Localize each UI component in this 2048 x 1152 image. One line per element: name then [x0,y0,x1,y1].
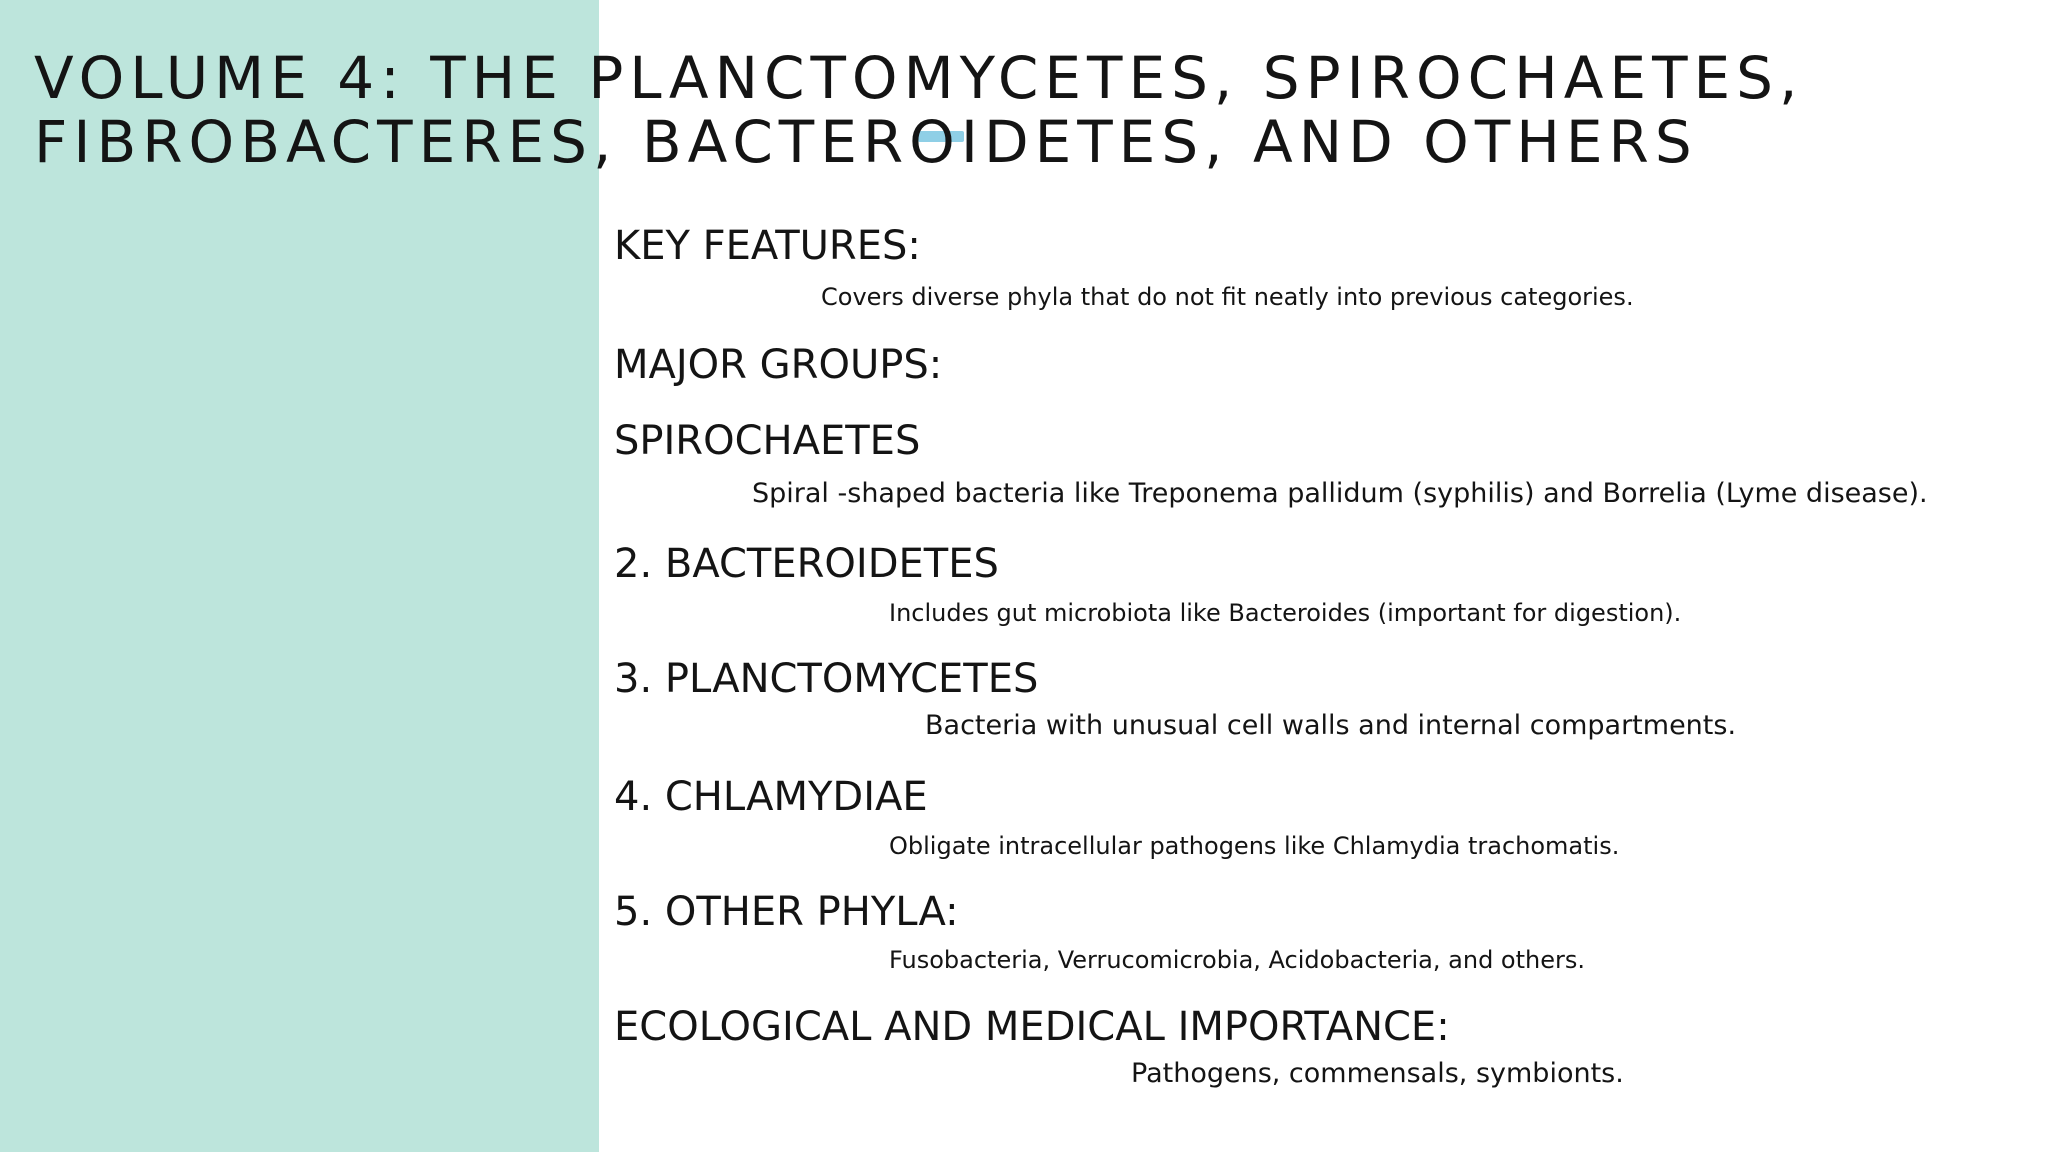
bacteroidetes-text: Includes gut microbiota like Bacteroides (important for digestion). [889,599,1682,627]
major-groups-heading: MAJOR GROUPS: [614,342,943,388]
chlamydiae-heading: 4. CHLAMYDIAE [614,774,928,820]
other-phyla-text: Fusobacteria, Verrucomicrobia, Acidobacteria, and others. [889,946,1585,974]
slide-title [34,46,1994,174]
chlamydiae-text: Obligate intracellular pathogens like Chlamydia trachomatis. [889,832,1620,860]
importance-text: Pathogens, commensals, symbionts. [1131,1058,1624,1089]
planctomycetes-text: Bacteria with unusual cell walls and internal compartments. [925,710,1737,741]
importance-heading: ECOLOGICAL AND MEDICAL IMPORTANCE: [614,1004,1450,1050]
key-features-heading: KEY FEATURES: [614,223,921,269]
bacteroidetes-heading: 2. BACTEROIDETES [614,541,999,587]
slide-title-line-2: FIBROBACTERES, BACTEROIDETES, AND OTHERS [34,108,1698,176]
other-phyla-heading: 5. OTHER PHYLA: [614,889,959,935]
planctomycetes-heading: 3. PLANCTOMYCETES [614,656,1039,702]
key-features-text: Covers diverse phyla that do not fit neatly into previous categories. [821,283,1634,311]
slide-title-line-1: VOLUME 4: THE PLANCTOMYCETES, SPIROCHAETES, [34,44,1804,112]
spirochaetes-text: Spiral -shaped bacteria like Treponema pallidum (syphilis) and Borrelia (Lyme disease). [752,478,1928,509]
spirochaetes-heading: SPIROCHAETES [614,418,921,464]
